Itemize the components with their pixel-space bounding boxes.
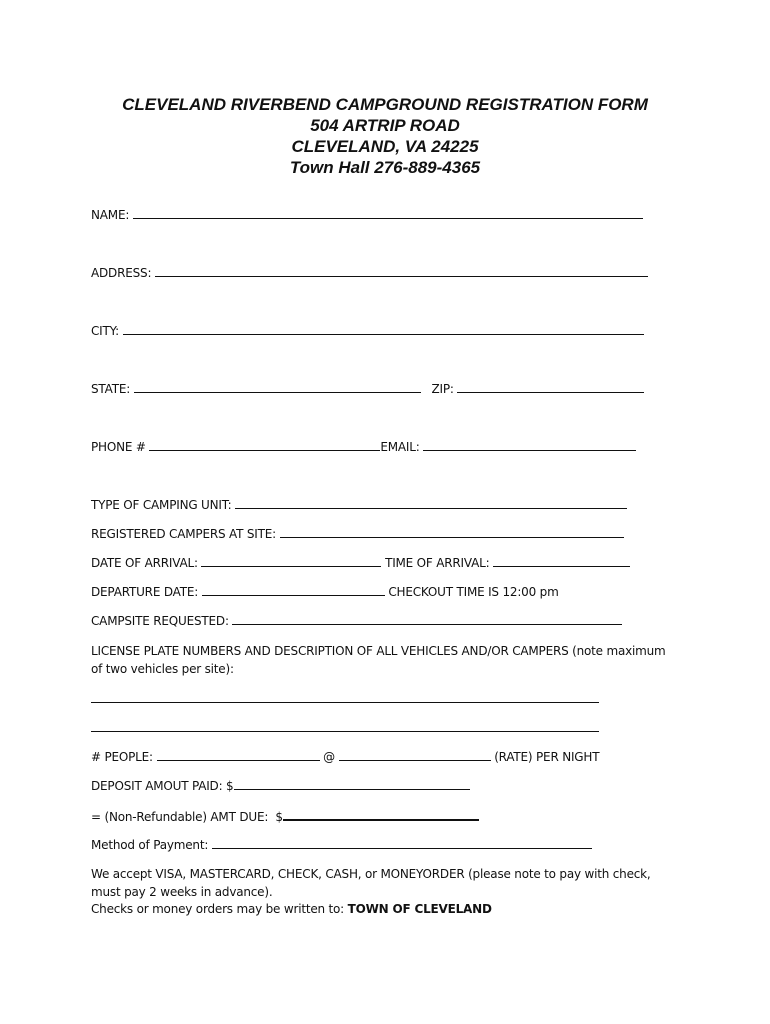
campsite-row — [91, 613, 622, 628]
name-field[interactable] — [133, 207, 643, 219]
name-label: NAME: — [91, 208, 130, 222]
deposit-paid-label: DEPOSIT AMOUT PAID: $ — [91, 779, 234, 793]
amount-due-field[interactable] — [283, 808, 479, 821]
people-rate-row — [91, 749, 599, 764]
vehicle-field-1[interactable] — [91, 691, 599, 703]
payee-line — [91, 900, 671, 918]
departure-date-field[interactable] — [202, 584, 385, 596]
at-sign: @ — [323, 750, 335, 764]
departure-row — [91, 584, 559, 599]
camping-unit-row — [91, 497, 627, 512]
phone-field[interactable] — [149, 439, 380, 451]
camping-unit-field[interactable] — [235, 497, 627, 509]
license-plate-note: LICENSE PLATE NUMBERS AND DESCRIPTION OF ALL VEHICLES AND/OR CAMPERS (note maximum of two vehicles per site): — [91, 644, 666, 676]
time-of-arrival-label: TIME OF ARRIVAL: — [385, 556, 490, 570]
zip-label: ZIP: — [431, 382, 454, 396]
state-label: STATE: — [91, 382, 131, 396]
campsite-requested-field[interactable] — [232, 613, 622, 625]
registered-campers-row — [91, 526, 624, 541]
departure-date-label: DEPARTURE DATE: — [91, 585, 199, 599]
email-field[interactable] — [423, 439, 636, 451]
date-of-arrival-label: DATE OF ARRIVAL: — [91, 556, 198, 570]
dollar-sign: $ — [275, 810, 283, 824]
name-row — [91, 207, 643, 222]
address-row — [91, 265, 648, 280]
phone-email-row — [91, 439, 636, 454]
method-of-payment-field[interactable] — [212, 837, 592, 849]
registered-campers-field[interactable] — [280, 526, 624, 538]
address-label: ADDRESS: — [91, 266, 152, 280]
date-of-arrival-field[interactable] — [201, 555, 381, 567]
registered-campers-label: REGISTERED CAMPERS AT SITE: — [91, 527, 276, 541]
deposit-row — [91, 778, 470, 793]
rate-per-night-label: (RATE) PER NIGHT — [494, 750, 600, 764]
phone-label: PHONE # — [91, 440, 146, 454]
state-field[interactable] — [134, 381, 421, 393]
state-zip-row — [91, 381, 644, 396]
deposit-paid-field[interactable] — [234, 778, 470, 790]
header-address: 504 ARTRIP ROAD — [310, 116, 460, 135]
header-city: CLEVELAND, VA 24225 — [291, 137, 479, 156]
arrival-row — [91, 555, 630, 570]
zip-field[interactable] — [457, 381, 644, 393]
campsite-requested-label: CAMPSITE REQUESTED: — [91, 614, 229, 628]
address-field[interactable] — [155, 265, 648, 277]
people-field[interactable] — [157, 749, 320, 761]
accepted-payments-note: We accept VISA, MASTERCARD, CHECK, CASH, or MONEYORDER (please note to pay with check, must pay 2 weeks in advance). — [91, 867, 651, 899]
vehicle-line-1 — [91, 691, 599, 706]
payment-method-row — [91, 837, 592, 852]
email-label: EMAIL: — [380, 440, 420, 454]
form-title: CLEVELAND RIVERBEND CAMPGROUND REGISTRATION FORM — [122, 95, 648, 114]
city-label: CITY: — [91, 324, 120, 338]
time-of-arrival-field[interactable] — [493, 555, 630, 567]
non-refundable-label: = (Non-Refundable) AMT DUE: — [91, 810, 269, 824]
rate-field[interactable] — [339, 749, 491, 761]
camping-unit-label: TYPE OF CAMPING UNIT: — [91, 498, 232, 512]
city-row — [91, 323, 644, 338]
amount-due-row — [91, 808, 479, 824]
vehicle-line-2 — [91, 720, 599, 735]
payee-name: TOWN OF CLEVELAND — [347, 902, 492, 916]
method-of-payment-label: Method of Payment: — [91, 838, 209, 852]
checkout-note: CHECKOUT TIME IS 12:00 pm — [388, 585, 559, 599]
vehicle-field-2[interactable] — [91, 720, 599, 732]
people-label: # PEOPLE: — [91, 750, 153, 764]
city-field[interactable] — [123, 323, 644, 335]
payee-note: Checks or money orders may be written to: — [91, 902, 345, 916]
header-phone: Town Hall 276-889-4365 — [289, 158, 481, 177]
